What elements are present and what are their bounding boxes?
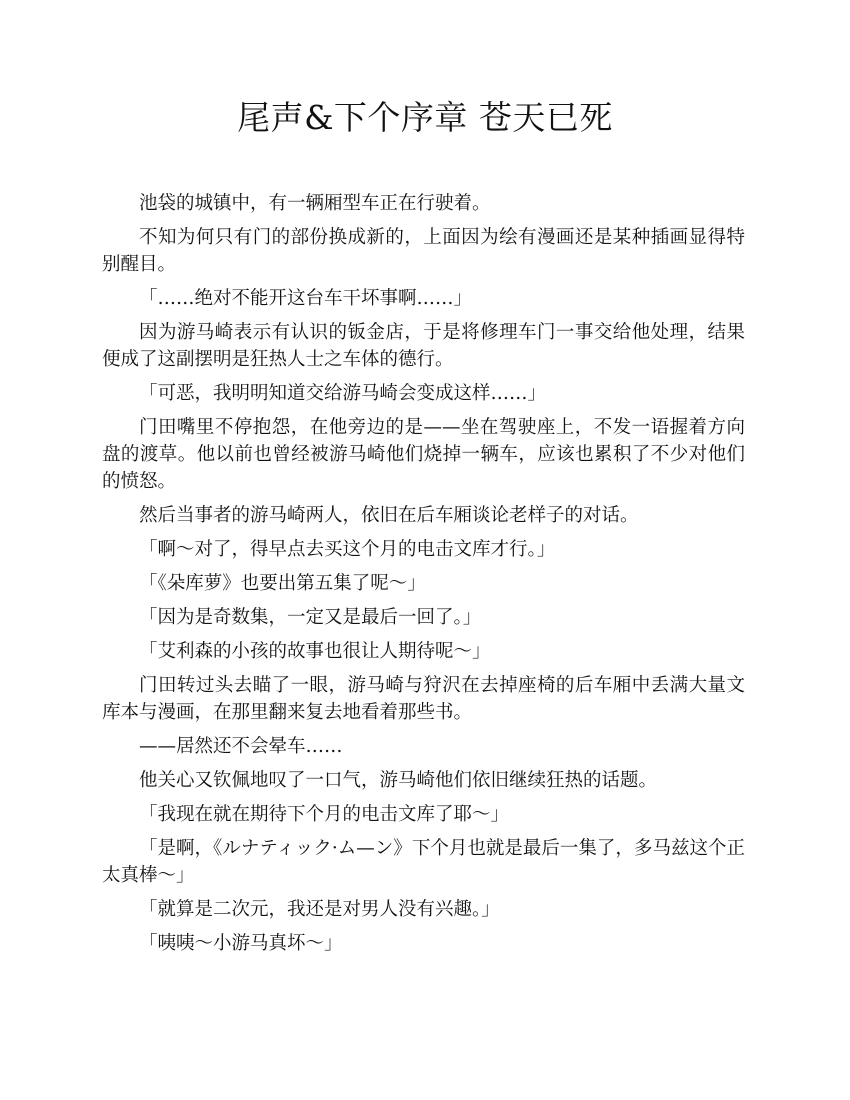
paragraph: 「啊～对了，得早点去买这个月的电击文库才行。」 (139, 539, 556, 560)
paragraph: 「艾利森的小孩的故事也很让人期待呢～」 (139, 641, 491, 662)
paragraph: 「《朵库萝》也要出第五集了呢～」 (139, 573, 426, 594)
paragraph: 因为游马崎表示有认识的钣金店，于是将修理车门一事交给他处理，结果便成了这副摆明是狂热人士之车体的德行。 (102, 322, 745, 370)
paragraph: ——居然还不会晕车…… (139, 736, 343, 757)
paragraph: 「就算是二次元，我还是对男人没有兴趣。」 (139, 899, 500, 920)
paragraph: 然后当事者的游马崎两人，依旧在后车厢谈论老样子的对话。 (139, 505, 639, 526)
paragraph: 池袋的城镇中，有一辆厢型车正在行驶着。 (139, 193, 491, 214)
paragraph: 他关心又钦佩地叹了一口气，游马崎他们依旧继续狂热的话题。 (139, 770, 658, 791)
paragraph: 「可恶，我明明知道交给游马崎会变成这样……」 (139, 383, 547, 404)
paragraph: 「……绝对不能开这台车干坏事啊……」 (139, 288, 473, 309)
paragraph: 「咦咦～小游马真坏～」 (139, 933, 343, 954)
chapter-title: 尾声&下个序章 苍天已死 (237, 98, 613, 137)
paragraph: 「我现在就在期待下个月的电击文库了耶～」 (139, 804, 510, 825)
paragraph: 「因为是奇数集，一定又是最后一回了。」 (139, 607, 482, 628)
paragraph: 门田嘴里不停抱怨，在他旁边的是——坐在驾驶座上，不发一语握着方向盘的渡草。他以前也曾经被游马崎他们烧掉一辆车，应该也累积了不少对他们的愤怒。 (102, 417, 745, 492)
body-text (102, 190, 745, 964)
paragraph: 门田转过头去瞄了一眼，游马崎与狩沢在去掉座椅的后车厢中丢满大量文库本与漫画，在那里翻来复去地看着那些书。 (102, 675, 745, 723)
paragraph: 「是啊，《ルナティック·ム—ン》下个月也就是最后一集了，多马兹这个正太真棒～」 (102, 838, 745, 886)
paragraph: 不知为何只有门的部份换成新的，上面因为绘有漫画还是某种插画显得特别醒目。 (102, 227, 745, 275)
